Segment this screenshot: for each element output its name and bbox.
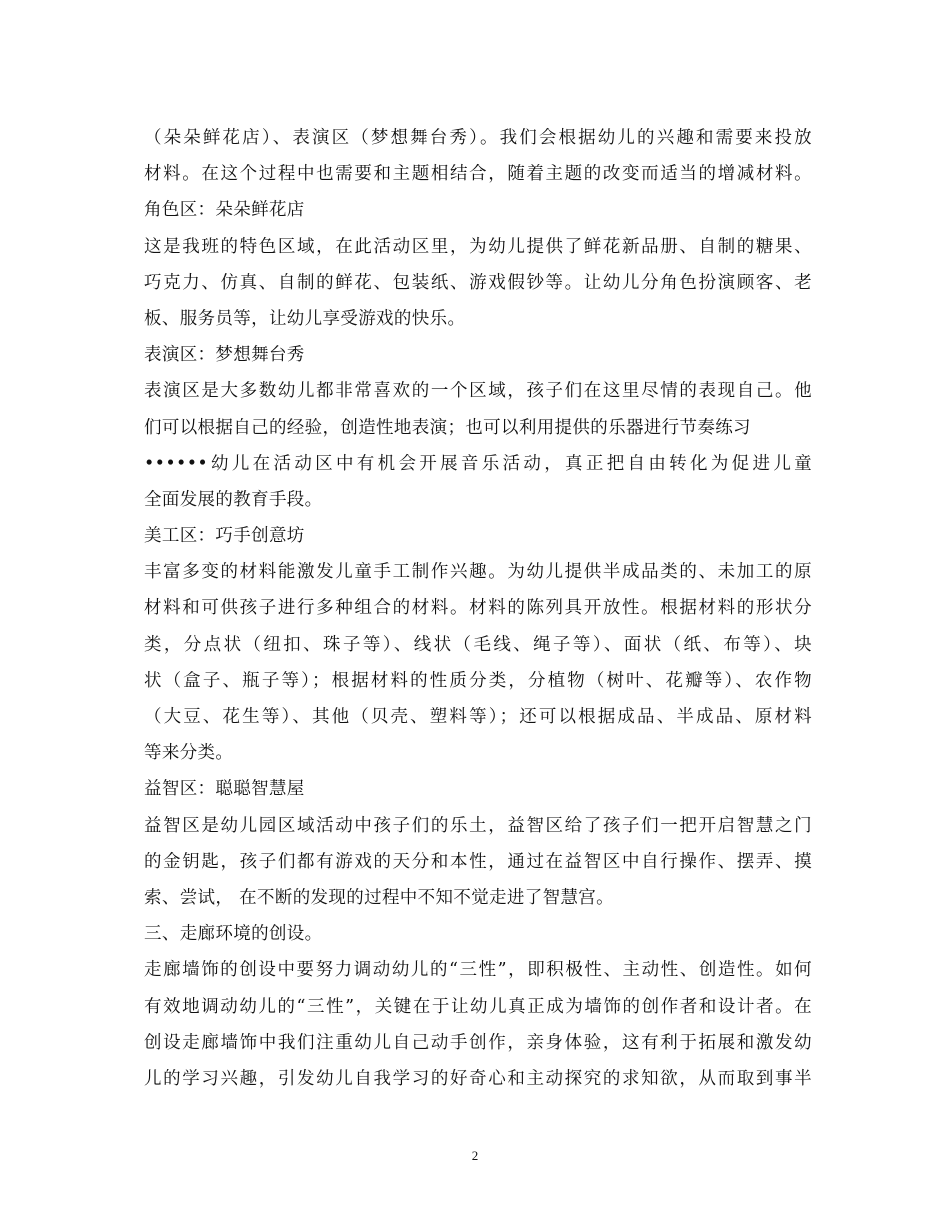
text-line: 巧克力、仿真、自制的鲜花、包装纸、游戏假钞等。让幼儿分角色扮演顾客、老 (144, 272, 812, 293)
text-line: 三、走廊环境的创设。 (144, 924, 323, 945)
text-line: 材料和可供孩子进行多种组合的材料。材料的陈列具开放性。根据材料的形状分 (144, 598, 812, 619)
text-line: 丰富多变的材料能激发儿童手工制作兴趣。为幼儿提供半成品类的、未加工的原 (144, 562, 812, 583)
text-line: 美工区：巧手创意坊 (144, 526, 305, 547)
text-line: 的金钥匙，孩子们都有游戏的天分和本性，通过在益智区中自行操作、摆弄、摸 (144, 851, 812, 872)
text-line: 益智区：聪聪智慧屋 (144, 779, 305, 800)
text-line: 们可以根据自己的经验，创造性地表演；也可以利用提供的乐器进行节奏练习 (144, 417, 751, 438)
text-line: 表演区是大多数幼儿都非常喜欢的一个区域，孩子们在这里尽情的表现自己。他 (144, 381, 812, 402)
text-line: 表演区：梦想舞台秀 (144, 345, 305, 366)
text-line: 索、尝试， 在不断的发现的过程中不知不觉走进了智慧宫。 (144, 887, 615, 908)
text-line: 板、服务员等，让幼儿享受游戏的快乐。 (144, 308, 466, 329)
text-line: 全面发展的教育手段。 (144, 489, 323, 510)
text-line: 这是我班的特色区域，在此活动区里，为幼儿提供了鲜花新品册、自制的糖果、 (144, 236, 812, 257)
text-line: 儿的学习兴趣，引发幼儿自我学习的好奇心和主动探究的求知欲，从而取到事半 (144, 1068, 812, 1089)
text-line: 材料。在这个过程中也需要和主题相结合，随着主题的改变而适当的增减材料。 (144, 164, 812, 185)
text-line: 等来分类。 (144, 743, 234, 764)
body-text (144, 120, 812, 1097)
text-line: 走廊墙饰的创设中要努力调动幼儿的“三性”，即积极性、主动性、创造性。如何 (144, 960, 812, 981)
text-line: 益智区是幼儿园区域活动中孩子们的乐土，益智区给了孩子们一把开启智慧之门 (144, 815, 812, 836)
page-number: 2 (471, 1148, 479, 1163)
text-line: ••••••幼儿在活动区中有机会开展音乐活动，真正把自由转化为促进儿童 (144, 453, 812, 474)
text-line: （朵朵鲜花店）、表演区（梦想舞台秀）。我们会根据幼儿的兴趣和需要来投放 (144, 128, 812, 148)
text-line: 有效地调动幼儿的“三性”，关键在于让幼儿真正成为墙饰的创作者和设计者。在 (144, 996, 812, 1017)
text-line: 角色区：朵朵鲜花店 (144, 200, 305, 221)
text-line: 创设走廊墙饰中我们注重幼儿自己动手创作，亲身体验，这有利于拓展和激发幼 (144, 1032, 812, 1053)
text-line: （大豆、花生等）、其他（贝壳、塑料等）；还可以根据成品、半成品、原材料 (144, 707, 812, 727)
text-line: 类，分点状（纽扣、珠子等）、线状（毛线、绳子等）、面状（纸、布等）、块 (144, 634, 812, 655)
text-line: 状（盒子、瓶子等）；根据材料的性质分类，分植物（树叶、花瓣等）、农作物 (144, 670, 812, 691)
